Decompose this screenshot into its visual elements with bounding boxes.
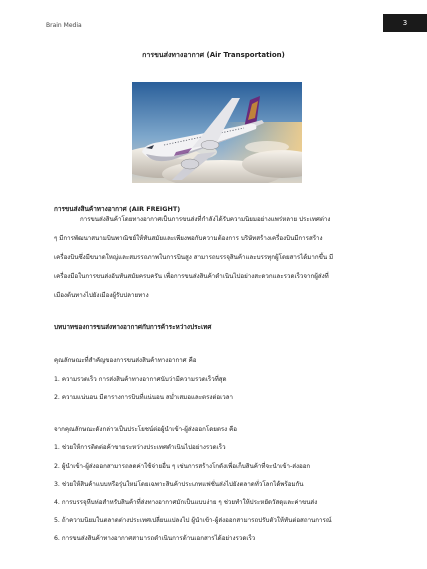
benefit-item: 3. ช่วยให้สินค้าแบบหรือรุ่นใหม่โดยเฉพาะสินค้าประเภทแฟชั่นส่งไปยังตลาดทั่วโลกได้พร้อมกัน: [54, 481, 304, 488]
benefit-item: 5. ถ้าความนิยมในตลาดต่างประเทศเปลี่ยนแปลงไป ผู้นำเข้า-ผู้ส่งออกสามารถปรับตัวให้ทันต่อสถานการณ์: [54, 517, 332, 524]
benefit-item: 4. การบรรจุหีบห่อสำหรับสินค้าที่ส่งทางอากาศมักเป็นแบบง่าย ๆ ช่วยทำให้ประหยัดวัสดุและค่าขนส่ง: [54, 499, 318, 506]
benefits-intro: จากคุณลักษณะดังกล่าวเป็นประโยชน์ต่อผู้นำเข้า-ผู้ส่งออกโดยตรง คือ: [54, 426, 238, 433]
paragraph-line: การขนส่งสินค้าโดยทางอากาศเป็นการขนส่งที่กำลังได้รับความนิยมอย่างแพร่หลาย ประเทศต่าง: [80, 216, 331, 223]
benefit-item: 6. การขนส่งสินค้าทางอากาศสามารถดำเนินการด้านเอกสารได้อย่างรวดเร็ว: [54, 535, 256, 542]
page-title: การขนส่งทางอากาศ (Air Transportation): [142, 51, 285, 59]
benefit-item: 2. ผู้นำเข้า-ผู้ส่งออกสามารถลดค่าใช้จ่ายอื่น ๆ เช่นการสร้างโกดังเพื่อเก็บสินค้าที่จะนำเข้า-ส่งออก: [54, 463, 311, 470]
paragraph-line: เครื่องมือในการขนส่งอันทันสมัยครบครัน เพื่อการขนส่งสินค้าดำเนินไปอย่างสะดวกและรวดเร็วจากผู้ส่งที่: [54, 273, 329, 280]
paragraph-line: ๆ มีการพัฒนาสนามบินพาณิชย์ให้ทันสมัยและเพียงพอกับความต้องการ บริษัทสร้างเครื่องบินมีการสร้าง: [54, 235, 323, 242]
paragraph-line: เมืองต้นทางไปยังเมืองผู้รับปลายทาง: [54, 292, 149, 299]
section-heading-international-trade: บทบาทของการขนส่งทางอากาศกับการค้าระหว่างประเทศ: [54, 323, 212, 331]
benefit-item: 1. ช่วยให้การติดต่อค้าขายระหว่างประเทศดำเนินไปอย่างรวดเร็ว: [54, 444, 226, 451]
paragraph-line: เครื่องบินซึ่งมีขนาดใหญ่และสมรรถภาพในการบินสูง สามารถบรรจุสินค้าและบรรทุกผู้โดยสารได้มากขึ้น มี: [54, 254, 334, 261]
airplane-photo: [132, 82, 302, 183]
feature-item: 2. ความแน่นอน มีตารางการบินที่แน่นอน สม่ำเสมอและตรงต่อเวลา: [54, 394, 233, 401]
page-number-badge: 3: [383, 14, 427, 32]
airplane-illustration: [132, 82, 302, 183]
features-intro: คุณลักษณะที่สำคัญของการขนส่งสินค้าทางอากาศ คือ: [54, 357, 197, 364]
section-heading-air-freight: การขนส่งสินค้าทางอากาศ (AIR FREIGHT): [54, 205, 181, 213]
brand-label: Brain Media: [46, 22, 82, 29]
feature-item: 1. ความรวดเร็ว การส่งสินค้าทางอากาศนับว่ามีความรวดเร็วที่สุด: [54, 376, 227, 383]
